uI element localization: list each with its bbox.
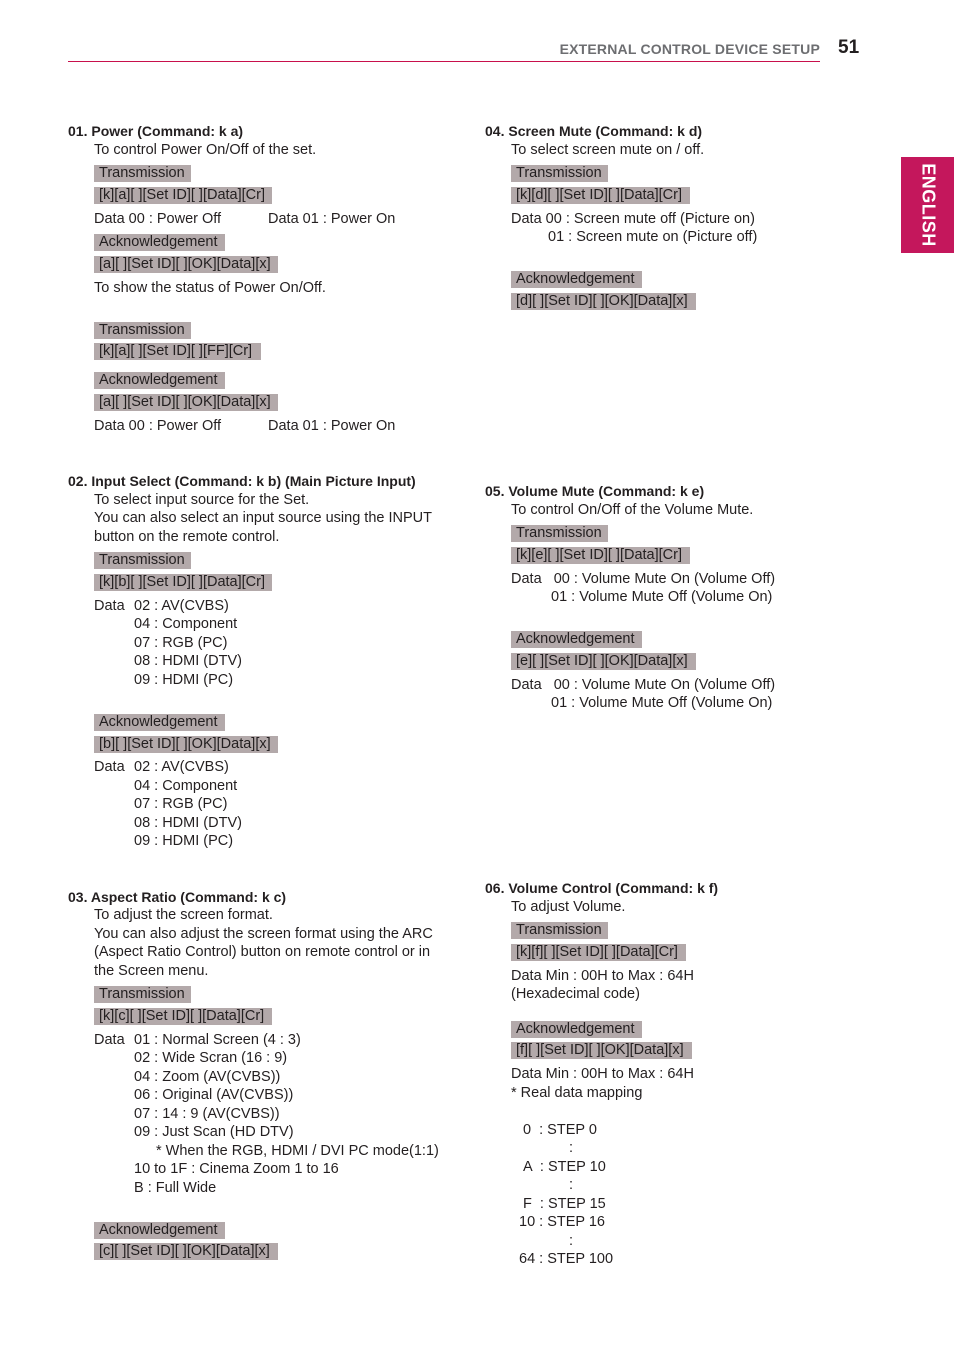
language-tab [901,157,954,253]
data-value: Data 01 : Power On [268,211,396,227]
acknowledgement-code: [a][ ][Set ID][ ][OK][Data][x] [94,394,278,411]
data-item: 08 : HDMI (DTV) [134,815,242,831]
mapping-row: A : STEP 10 [523,1159,606,1175]
data-value: 01 : Volume Mute Off (Volume On) [551,589,773,605]
section-desc: (Aspect Ratio Control) button on remote control or in [94,944,431,960]
data-item: 02 : Wide Scran (16 : 9) [134,1050,288,1066]
data-item: 09 : HDMI (PC) [134,833,234,849]
data-value: Data 00 : Power Off [94,211,222,227]
data-item: 09 : HDMI (PC) [134,672,234,688]
data-item: 04 : Component [134,778,238,794]
section-desc: To select input source for the Set. [94,492,310,508]
language-tab-label: ENGLISH [918,163,938,247]
transmission-label: Transmission [94,986,191,1003]
data-item: 06 : Original (AV(CVBS)) [134,1087,294,1103]
section-desc: the Screen menu. [94,963,209,979]
mapping-ellipsis: : [569,1233,574,1249]
acknowledgement-label: Acknowledgement [511,1021,642,1038]
header-rule [68,61,820,62]
data-value: Data 01 : Power On [268,418,396,434]
data-item: 07 : RGB (PC) [134,635,228,651]
acknowledgement-label: Acknowledgement [94,372,225,389]
acknowledgement-code: [a][ ][Set ID][ ][OK][Data][x] [94,256,278,273]
data-value: Data Min : 00H to Max : 64H [511,968,694,984]
data-value: 01 : Volume Mute Off (Volume On) [551,695,773,711]
acknowledgement-code: [b][ ][Set ID][ ][OK][Data][x] [94,736,278,753]
data-value: Data 00 : Power Off [94,418,222,434]
transmission-label: Transmission [511,525,608,542]
section-desc: To adjust the screen format. [94,907,273,923]
section-desc: To control Power On/Off of the set. [94,142,317,158]
transmission-code: [k][f][ ][Set ID][ ][Data][Cr] [511,944,686,961]
data-label: Data [94,598,125,614]
section-title: 05. Volume Mute (Command: k e) [485,483,705,499]
data-item: 04 : Zoom (AV(CVBS)) [134,1069,281,1085]
section-desc: To control On/Off of the Volume Mute. [511,502,754,518]
transmission-code: [k][c][ ][Set ID][ ][Data][Cr] [94,1008,272,1025]
transmission-label: Transmission [511,165,608,182]
transmission-code: [k][b][ ][Set ID][ ][Data][Cr] [94,574,272,591]
transmission-label: Transmission [94,322,191,339]
acknowledgement-label: Acknowledgement [94,714,225,731]
data-item: 09 : Just Scan (HD DTV) [134,1124,294,1140]
section-title: 06. Volume Control (Command: k f) [485,880,719,896]
section-desc: You can also adjust the screen format using the ARC [94,926,433,942]
data-item: 02 : AV(CVBS) [134,598,229,614]
data-note: * Real data mapping [511,1085,643,1101]
mapping-row: 10 : STEP 16 [519,1214,605,1230]
data-item: 07 : 14 : 9 (AV(CVBS)) [134,1106,280,1122]
transmission-code: [k][a][ ][Set ID][ ][Data][Cr] [94,187,272,204]
section-title: 04. Screen Mute (Command: k d) [485,123,703,139]
mapping-row: 0 : STEP 0 [523,1122,597,1138]
acknowledgement-code: [c][ ][Set ID][ ][OK][Data][x] [94,1243,278,1260]
data-value: 01 : Screen mute on (Picture off) [548,229,758,245]
transmission-code: [k][d][ ][Set ID][ ][Data][Cr] [511,187,690,204]
data-item: 02 : AV(CVBS) [134,759,229,775]
section-desc: You can also select an input source using the INPUT [94,510,432,526]
acknowledgement-code: [f][ ][Set ID][ ][OK][Data][x] [511,1042,692,1059]
data-item: 07 : RGB (PC) [134,796,228,812]
data-item: 08 : HDMI (DTV) [134,653,242,669]
section-desc: button on the remote control. [94,529,280,545]
header-title: EXTERNAL CONTROL DEVICE SETUP [559,41,820,57]
transmission-label: Transmission [511,922,608,939]
data-value: Data 00 : Volume Mute On (Volume Off) [511,677,776,693]
data-note: * When the RGB, HDMI / DVI PC mode(1:1) [156,1143,439,1159]
acknowledgement-label: Acknowledgement [511,271,642,288]
transmission-label: Transmission [94,165,191,182]
section-title: 01. Power (Command: k a) [68,123,244,139]
data-value: Data Min : 00H to Max : 64H [511,1066,694,1082]
data-value: Data 00 : Volume Mute On (Volume Off) [511,571,776,587]
mapping-ellipsis: : [569,1140,574,1156]
acknowledgement-label: Acknowledgement [94,1222,225,1239]
transmission-code: [k][e][ ][Set ID][ ][Data][Cr] [511,547,690,564]
acknowledgement-code: [d][ ][Set ID][ ][OK][Data][x] [511,293,696,310]
mapping-ellipsis: : [569,1177,574,1193]
acknowledgement-label: Acknowledgement [511,631,642,648]
section-desc: To adjust Volume. [511,899,626,915]
data-item: B : Full Wide [134,1180,217,1196]
section-desc: To select screen mute on / off. [511,142,705,158]
transmission-label: Transmission [94,552,191,569]
mapping-row: F : STEP 15 [523,1196,606,1212]
transmission-code: [k][a][ ][Set ID][ ][FF][Cr] [94,343,261,360]
section-title: 03. Aspect Ratio (Command: k c) [68,889,287,905]
data-item: 04 : Component [134,616,238,632]
section-title: 02. Input Select (Command: k b) (Main Picture Input) [68,473,416,489]
acknowledgement-code: [e][ ][Set ID][ ][OK][Data][x] [511,653,696,670]
page-number: 51 [838,37,860,58]
data-item: 01 : Normal Screen (4 : 3) [134,1032,301,1048]
data-value: Data 00 : Screen mute off (Picture on) [511,211,755,227]
mapping-row: 64 : STEP 100 [519,1251,614,1267]
section-desc: To show the status of Power On/Off. [94,280,326,296]
acknowledgement-label: Acknowledgement [94,234,225,251]
data-label: Data [94,759,125,775]
data-item: 10 to 1F : Cinema Zoom 1 to 16 [134,1161,339,1177]
data-value: (Hexadecimal code) [511,986,640,1002]
data-label: Data [94,1032,125,1048]
